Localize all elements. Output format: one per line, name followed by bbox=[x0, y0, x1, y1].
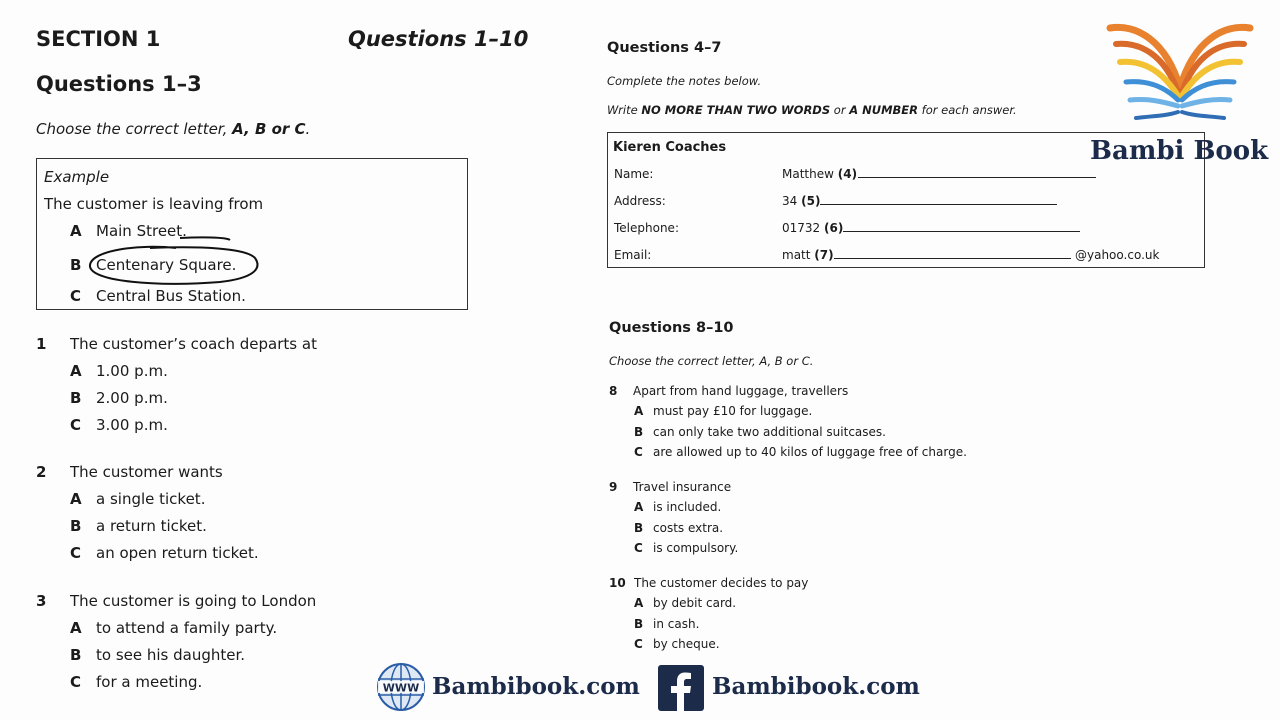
example-option-c: C Central Bus Station. bbox=[70, 287, 246, 305]
notes-value-telephone: 01732 (6) bbox=[782, 221, 844, 235]
notes-value-address: 34 (5) bbox=[782, 194, 821, 208]
question-3-stem: 3 The customer is going to London bbox=[36, 592, 317, 610]
word-limit-rule: Write NO MORE THAN TWO WORDS or A NUMBER for each answer. bbox=[607, 103, 1017, 117]
question-1-option-a: A 1.00 p.m. bbox=[70, 362, 168, 380]
question-8-option-c: C are allowed up to 40 kilos of luggage free of charge. bbox=[634, 445, 967, 459]
questions-range: Questions 1–10 bbox=[348, 27, 529, 51]
question-8-option-b: B can only take two additional suitcases. bbox=[634, 425, 886, 439]
notes-label-address: Address: bbox=[614, 194, 666, 208]
question-2-option-b: B a return ticket. bbox=[70, 517, 207, 535]
answer-blank-6[interactable] bbox=[843, 231, 1080, 232]
question-10-option-b: B in cash. bbox=[634, 617, 700, 631]
example-option-b: B Centenary Square. bbox=[70, 256, 237, 274]
question-9-option-b: B costs extra. bbox=[634, 521, 724, 535]
question-2-option-a: A a single ticket. bbox=[70, 490, 206, 508]
answer-blank-5[interactable] bbox=[820, 204, 1057, 205]
question-2-option-c: C an open return ticket. bbox=[70, 544, 259, 562]
section-title: SECTION 1 bbox=[36, 27, 161, 51]
example-option-a: A Main Street. bbox=[70, 222, 187, 240]
notes-label-telephone: Telephone: bbox=[614, 221, 679, 235]
question-1-option-c: C 3.00 p.m. bbox=[70, 416, 168, 434]
question-10-option-c: C by cheque. bbox=[634, 637, 720, 651]
facebook-icon[interactable] bbox=[658, 665, 704, 711]
example-stem: The customer is leaving from bbox=[44, 195, 264, 213]
question-1-option-b: B 2.00 p.m. bbox=[70, 389, 168, 407]
question-10-option-a: A by debit card. bbox=[634, 596, 737, 610]
instruction-1-3: Choose the correct letter, A, B or C. bbox=[36, 120, 311, 138]
question-8-stem: 8 Apart from hand luggage, travellers bbox=[609, 384, 849, 398]
group-title-4-7: Questions 4–7 bbox=[607, 40, 722, 56]
group-title-8-10: Questions 8–10 bbox=[609, 320, 734, 336]
answer-blank-4[interactable] bbox=[858, 177, 1096, 178]
globe-icon bbox=[376, 662, 426, 712]
question-1-stem: 1 The customer’s coach departs at bbox=[36, 335, 317, 353]
question-9-option-c: C is compulsory. bbox=[634, 541, 739, 555]
question-10-stem: 10 The customer decides to pay bbox=[609, 576, 809, 590]
watermark-brand: Bambi Book bbox=[1090, 136, 1269, 166]
question-3-option-a: A to attend a family party. bbox=[70, 619, 278, 637]
notes-value-email: matt (7) bbox=[782, 248, 834, 262]
footer-website-link[interactable]: Bambibook.com bbox=[432, 673, 640, 700]
question-8-option-a: A must pay £10 for luggage. bbox=[634, 404, 813, 418]
answer-blank-7[interactable] bbox=[834, 258, 1071, 259]
group-title-1-3: Questions 1–3 bbox=[36, 72, 202, 96]
notes-email-domain: @yahoo.co.uk bbox=[1075, 248, 1160, 262]
question-3-option-c: C for a meeting. bbox=[70, 673, 203, 691]
instruction-8-10: Choose the correct letter, A, B or C. bbox=[609, 354, 814, 368]
question-9-option-a: A is included. bbox=[634, 500, 722, 514]
notes-title: Kieren Coaches bbox=[613, 140, 727, 155]
footer-facebook-link[interactable]: Bambibook.com bbox=[712, 673, 920, 700]
instruction-4-7: Complete the notes below. bbox=[607, 74, 762, 88]
butterfly-logo-icon bbox=[1106, 20, 1254, 128]
handwritten-circle-annotation bbox=[80, 232, 270, 292]
example-label: Example bbox=[44, 168, 110, 186]
notes-label-email: Email: bbox=[614, 248, 652, 262]
question-9-stem: 9 Travel insurance bbox=[609, 480, 732, 494]
www-label: WWW bbox=[382, 681, 420, 695]
question-2-stem: 2 The customer wants bbox=[36, 463, 223, 481]
notes-label-name: Name: bbox=[614, 167, 654, 181]
notes-value-name: Matthew (4) bbox=[782, 167, 858, 181]
question-3-option-b: B to see his daughter. bbox=[70, 646, 246, 664]
